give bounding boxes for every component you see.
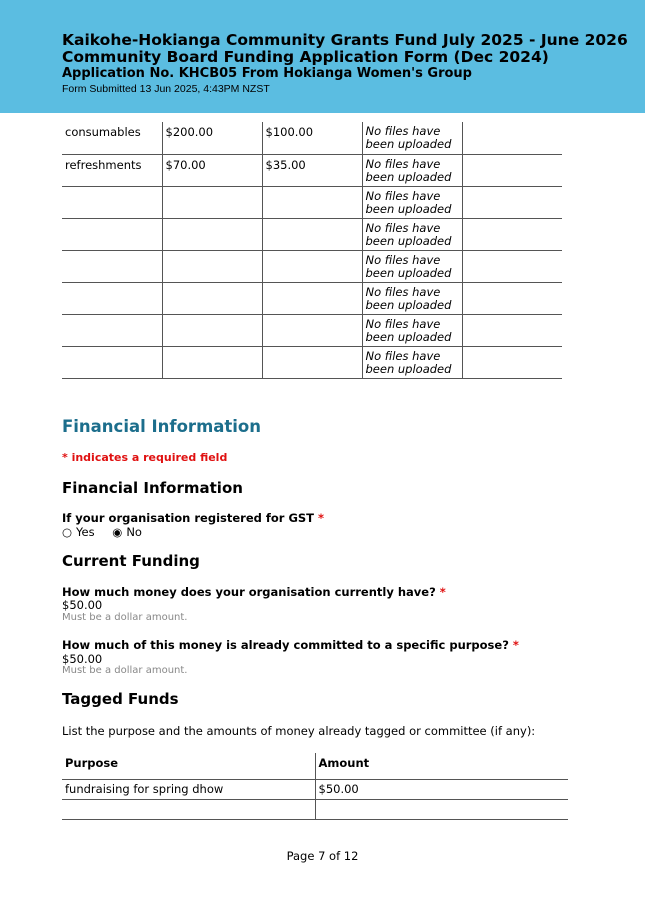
budget-empty-cell	[462, 218, 562, 250]
table-row	[62, 779, 568, 799]
column-header-amount: Amount	[315, 753, 568, 779]
table-row	[62, 250, 562, 282]
required-star: *	[512, 638, 519, 652]
budget-requested	[262, 314, 362, 346]
budget-item: refreshments	[62, 154, 162, 186]
radio-unselected-icon: ○	[62, 525, 73, 539]
radio-yes[interactable]	[62, 525, 102, 539]
budget-total	[162, 250, 262, 282]
radio-yes-label: Yes	[76, 525, 95, 539]
gst-question-label: If your organisation registered for GST	[62, 511, 315, 525]
budget-item	[62, 282, 162, 314]
table-row	[62, 282, 562, 314]
header-title-line1: Kaikohe-Hokianga Community Grants Fund July 2025 - June 2026	[62, 31, 628, 49]
budget-empty-cell	[462, 346, 562, 378]
budget-empty-cell	[462, 154, 562, 186]
table-row	[62, 799, 568, 819]
budget-files: No files have been uploaded	[362, 218, 462, 250]
gst-radio-group	[62, 525, 150, 539]
page-header	[0, 0, 645, 113]
table-row	[62, 218, 562, 250]
budget-item	[62, 218, 162, 250]
tagged-funds-intro: List the purpose and the amounts of money already tagged or committee (if any):	[62, 724, 536, 738]
committed-money-question-label: How much of this money is already committed to a specific purpose?	[62, 638, 509, 652]
tagged-amount: $50.00	[315, 779, 568, 799]
required-field-note: * indicates a required field	[62, 451, 228, 464]
budget-empty-cell	[462, 186, 562, 218]
budget-files: No files have been uploaded	[362, 346, 462, 378]
budget-total: $200.00	[162, 122, 262, 154]
column-header-purpose: Purpose	[65, 756, 119, 770]
budget-total	[162, 282, 262, 314]
budget-requested	[262, 186, 362, 218]
budget-requested	[262, 282, 362, 314]
budget-item	[62, 346, 162, 378]
current-money-question-label: How much money does your organisation currently have?	[62, 585, 436, 599]
current-funding-title: Current Funding	[62, 552, 200, 570]
budget-requested: $35.00	[262, 154, 362, 186]
budget-item	[62, 314, 162, 346]
budget-item	[62, 186, 162, 218]
budget-files: No files have been uploaded	[362, 186, 462, 218]
budget-requested	[262, 250, 362, 282]
financial-section-title: Financial Information	[62, 417, 262, 436]
budget-files: No files have been uploaded	[362, 122, 462, 154]
budget-requested: $100.00	[262, 122, 362, 154]
table-row	[62, 314, 562, 346]
budget-item	[62, 250, 162, 282]
committed-money-answer: $50.00	[62, 652, 103, 666]
current-money-hint: Must be a dollar amount.	[62, 612, 188, 623]
budget-empty-cell	[462, 250, 562, 282]
table-row	[62, 122, 562, 154]
budget-item: consumables	[62, 122, 162, 154]
budget-total	[162, 314, 262, 346]
budget-total	[162, 218, 262, 250]
budget-empty-cell	[462, 282, 562, 314]
application-number: Application No. KHCB05 From Hokianga Women's Group	[62, 66, 472, 81]
committed-money-hint: Must be a dollar amount.	[62, 665, 188, 676]
budget-files: No files have been uploaded	[362, 250, 462, 282]
budget-total	[162, 346, 262, 378]
tagged-amount	[315, 799, 568, 819]
tagged-purpose	[62, 799, 315, 819]
page-number: Page 7 of 12	[286, 849, 359, 863]
tagged-purpose: fundraising for spring dhow	[62, 779, 315, 799]
required-star: *	[318, 511, 325, 525]
budget-empty-cell	[462, 314, 562, 346]
radio-no[interactable]	[112, 525, 146, 539]
table-row	[62, 186, 562, 218]
current-money-answer: $50.00	[62, 598, 103, 612]
budget-files: No files have been uploaded	[362, 314, 462, 346]
budget-files: No files have been uploaded	[362, 282, 462, 314]
budget-requested	[262, 346, 362, 378]
table-row	[62, 154, 562, 186]
budget-total	[162, 186, 262, 218]
budget-files: No files have been uploaded	[362, 154, 462, 186]
submitted-timestamp: Form Submitted 13 Jun 2025, 4:43PM NZST	[62, 83, 270, 95]
budget-requested	[262, 218, 362, 250]
budget-table	[62, 122, 562, 379]
current-money-question	[62, 585, 446, 599]
table-row	[62, 346, 562, 378]
header-title-line2: Community Board Funding Application Form (Dec 2024)	[62, 48, 549, 66]
committed-money-question	[62, 638, 519, 652]
tagged-funds-table	[62, 753, 568, 820]
budget-total: $70.00	[162, 154, 262, 186]
radio-selected-icon: ◉	[112, 525, 123, 539]
financial-subsection-title: Financial Information	[62, 479, 243, 497]
radio-no-label: No	[126, 525, 142, 539]
table-header-row	[62, 753, 568, 779]
tagged-funds-title: Tagged Funds	[62, 690, 179, 708]
required-star: *	[439, 585, 446, 599]
gst-question	[62, 511, 324, 525]
budget-empty-cell	[462, 122, 562, 154]
